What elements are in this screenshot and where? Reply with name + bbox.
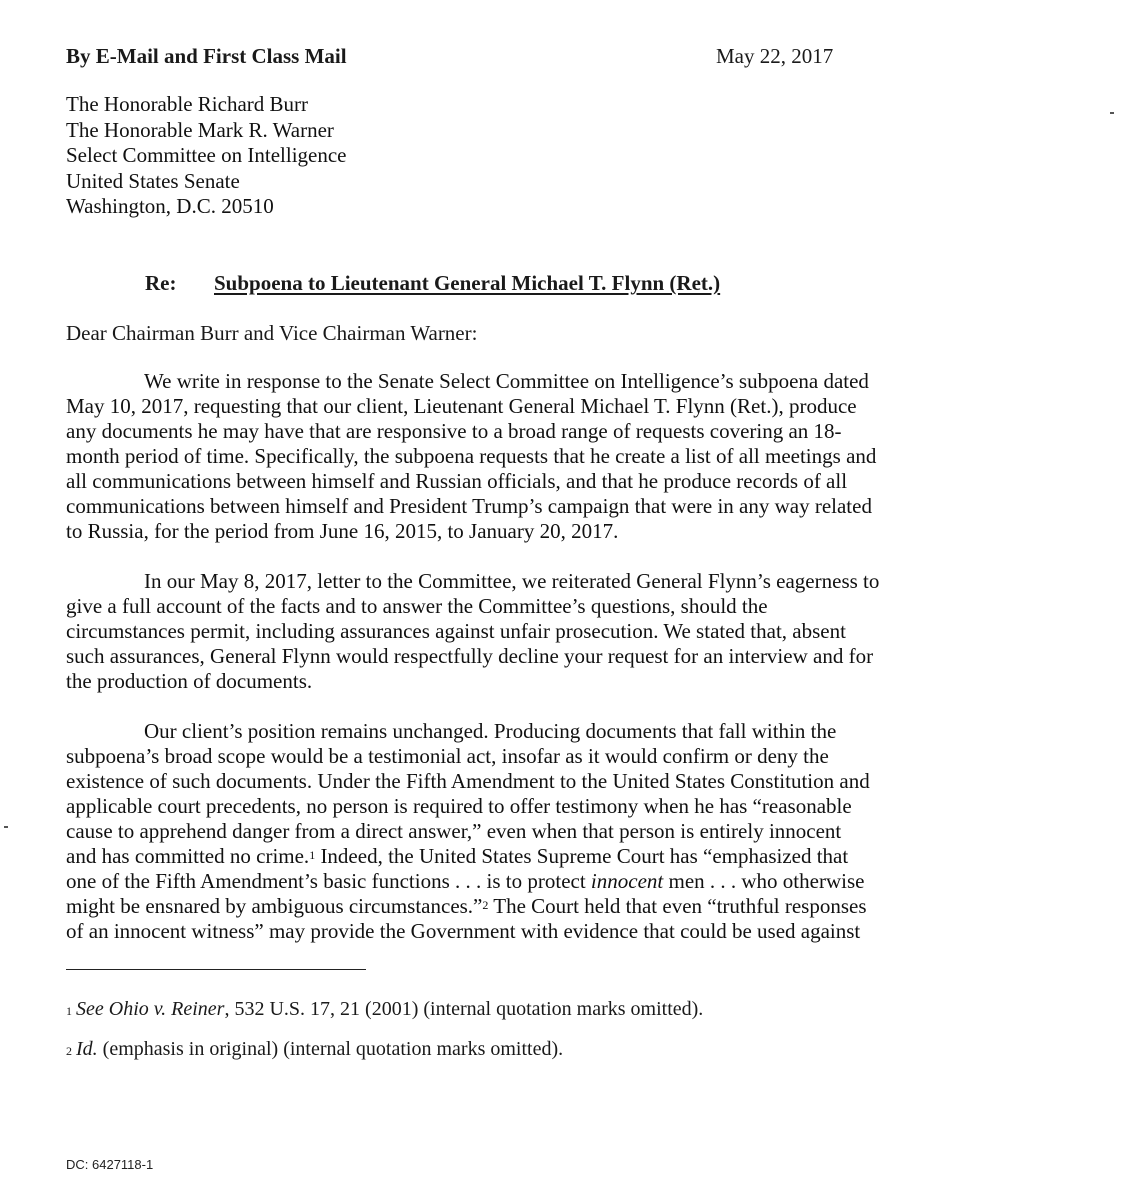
paragraph-line: such assurances, General Flynn would respectfully decline your request for an interview and for (66, 644, 874, 668)
paragraph-line (66, 894, 1026, 919)
paragraph-line (66, 869, 1026, 894)
paragraph-line: to Russia, for the period from June 16, 2015, to January 20, 2017. (66, 519, 619, 543)
paragraph-3 (66, 719, 1026, 944)
footnote-ref-2[interactable]: 2 (482, 898, 489, 912)
paragraph-line: Our client’s position remains unchanged. Producing documents that fall within the (144, 719, 837, 743)
recipient-line: The Honorable Mark R. Warner (66, 117, 334, 142)
paragraph-line: the production of documents. (66, 669, 313, 693)
paragraph-line: We write in response to the Senate Select Committee on Intelligence’s subpoena dated (144, 369, 869, 393)
recipient-address (66, 92, 347, 220)
footnote-ref-1[interactable]: 1 (309, 848, 316, 862)
paragraph-line: May 10, 2017, requesting that our client, Lieutenant General Michael T. Flynn (Ret.), produce (66, 394, 857, 418)
footnote-1 (66, 997, 703, 1021)
footnote-text: (emphasis in original) (internal quotation marks omitted). (97, 1038, 564, 1060)
paragraph-line: subpoena’s broad scope would be a testimonial act, insofar as it would confirm or deny the (66, 744, 829, 768)
recipient-line: Select Committee on Intelligence (66, 143, 347, 167)
footnote-citation: See Ohio v. Reiner (76, 998, 225, 1020)
paragraph-2 (66, 569, 1026, 694)
paragraph-line: applicable court precedents, no person is required to offer testimony when he has “reasonable (66, 794, 852, 818)
recipient-line: Washington, D.C. 20510 (66, 194, 274, 218)
paragraph-line: communications between himself and President Trump’s campaign that were in any way related (66, 494, 872, 518)
recipient-line: The Honorable Richard Burr (66, 92, 309, 116)
re-label: Re: (145, 271, 177, 295)
line-text: The Court held that even “truthful responses (488, 894, 867, 918)
paragraph-1 (66, 369, 1026, 544)
footnote-citation: Id. (76, 1038, 98, 1060)
salutation: Dear Chairman Burr and Vice Chairman Warner: (66, 321, 478, 345)
footnote-2 (66, 1037, 563, 1061)
emphasized-word: innocent (590, 869, 664, 893)
line-text: Indeed, the United States Supreme Court has “emphasized that (315, 844, 849, 868)
paragraph-line: circumstances permit, including assurances against unfair prosecution. We stated that, absent (66, 619, 846, 643)
delivery-method: By E-Mail and First Class Mail (66, 44, 347, 68)
paragraph-line: all communications between himself and Russian officials, and that he produce records of all (66, 469, 848, 493)
document-id: DC: 6427118-1 (66, 1157, 154, 1172)
footnote-mark: 2 (66, 1044, 72, 1058)
paragraph-line: give a full account of the facts and to answer the Committee’s questions, should the (66, 594, 768, 618)
paragraph-line: month period of time. Specifically, the subpoena requests that he create a list of all meetings and (66, 444, 877, 468)
paragraph-line: existence of such documents. Under the Fifth Amendment to the United States Constitution and (66, 769, 870, 793)
paragraph-line: cause to apprehend danger from a direct answer,” even when that person is entirely innocent (66, 819, 842, 843)
line-text: and has committed no crime. (66, 844, 310, 868)
paragraph-line: of an innocent witness” may provide the Government with evidence that could be used against (66, 919, 861, 943)
line-text: men . . . who otherwise (663, 869, 865, 893)
paragraph-line: In our May 8, 2017, letter to the Committee, we reiterated General Flynn’s eagerness to (144, 569, 880, 593)
footnote-separator (66, 969, 366, 970)
scan-artifact (4, 826, 8, 828)
line-text: one of the Fifth Amendment’s basic functions . . . is to protect (66, 869, 591, 893)
footnote-text: , 532 U.S. 17, 21 (2001) (internal quotation marks omitted). (224, 998, 704, 1020)
paragraph-line: any documents he may have that are responsive to a broad range of requests covering an 18- (66, 419, 842, 443)
line-text: might be ensnared by ambiguous circumstances.” (66, 894, 483, 918)
letter-date: May 22, 2017 (716, 44, 834, 68)
re-subject: Subpoena to Lieutenant General Michael T. Flynn (Ret.) (214, 271, 721, 295)
recipient-line: United States Senate (66, 168, 240, 193)
paragraph-line (66, 844, 1026, 869)
scan-artifact (1110, 112, 1114, 114)
footnote-mark: 1 (66, 1004, 72, 1018)
